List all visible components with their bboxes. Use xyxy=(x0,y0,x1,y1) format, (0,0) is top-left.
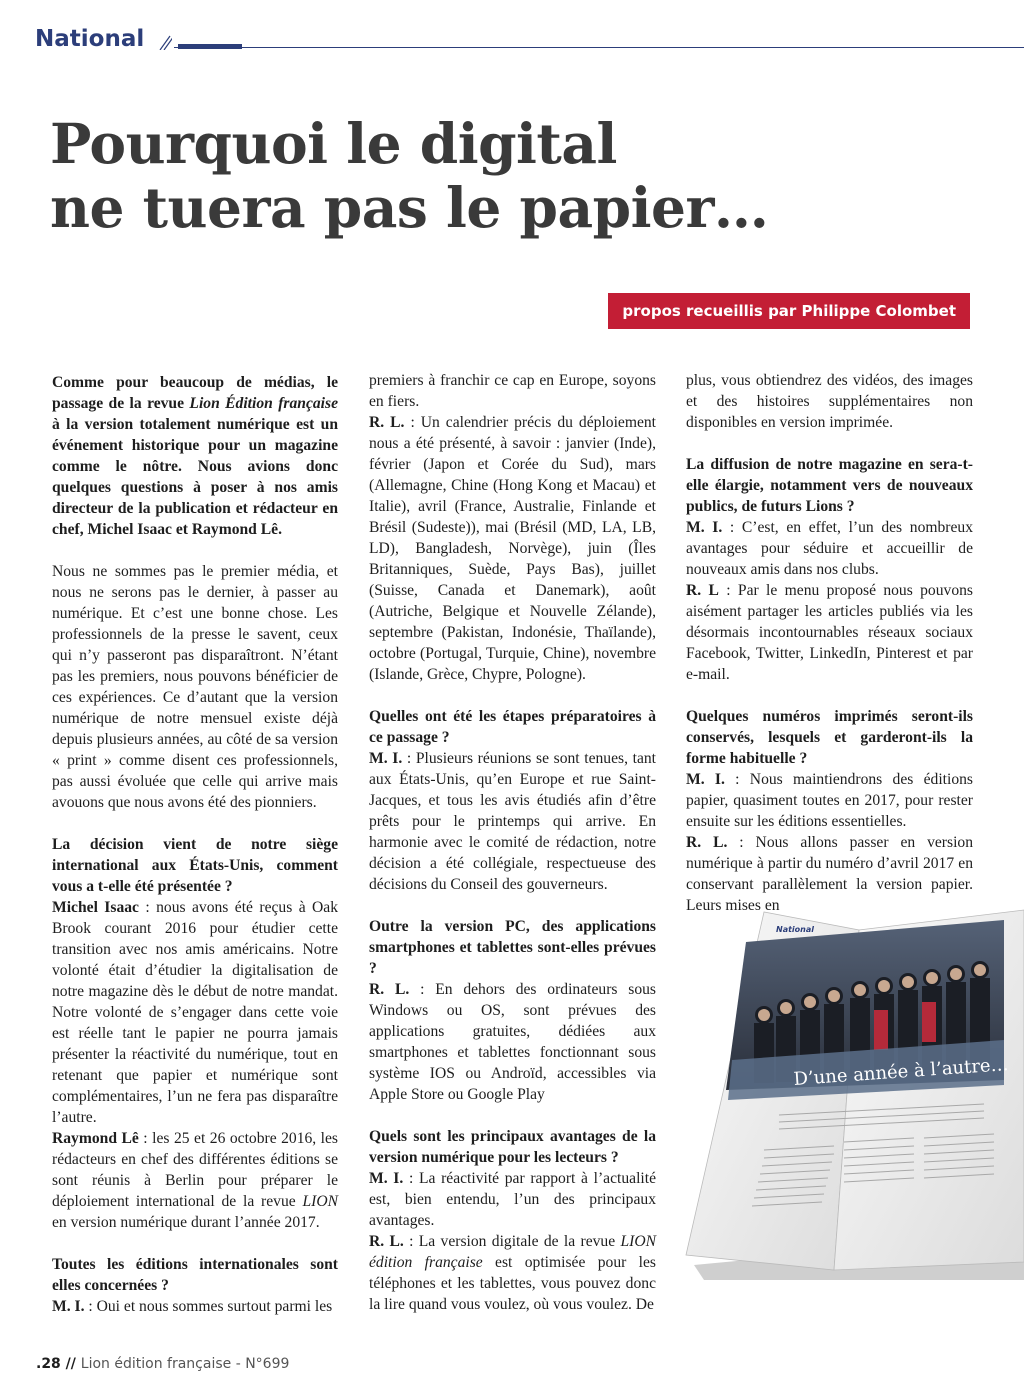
question: La décision vient de notre siège international aux États-Unis, comment vous a t-elle été présentée ? xyxy=(52,836,338,895)
header-rule xyxy=(174,47,1024,48)
magazine-section-label: National xyxy=(776,925,814,934)
article-title xyxy=(50,112,950,240)
answer: Raymond Lê : les 25 et 26 octobre 2016, les rédacteurs en chef des différentes éditions se sont réunis à Berlin pour préparer le déploiement international de la revue LION en version numérique durant l’année 2017. xyxy=(52,1130,338,1231)
question: Outre la version PC, des applications smartphones et tablettes sont-elles prévues ? xyxy=(369,918,656,977)
section-label: National xyxy=(35,26,145,52)
magazine-headline: D’une année à l’autre… xyxy=(792,1054,1010,1090)
answer: R. L. : Nous allons passer en version numérique à partir du numéro d’avril 2017 en conservant parallèlement la version papier. Leurs mises en xyxy=(686,834,973,914)
page-number: .28 xyxy=(36,1356,61,1372)
intro-paragraph: Comme pour beaucoup de médias, le passage de la revue Lion Édition française à la version totalement numérique est un événement historique pour un magazine comme le nôtre. Nous avions donc quelques questions à poser à nos amis directeur de la publication et rédacteur en chef, Michel Isaac et Raymond Lê. xyxy=(52,374,338,538)
article-title-line-2: ne tuera pas le papier… xyxy=(50,175,769,240)
question: Quels sont les principaux avantages de la version numérique pour les lecteurs ? xyxy=(369,1128,656,1166)
magazine-photo xyxy=(684,890,1024,1280)
article-column-1 xyxy=(52,372,338,1317)
publication-name: Lion édition française - N°699 xyxy=(80,1356,290,1372)
question: Quelques numéros imprimés seront-ils conservés, lesquels et garderont-ils la forme habituelle ? xyxy=(686,708,973,767)
answer: R. L : Par le menu proposé nous pouvons aisément partager les articles publiés via les désormais incontournables réseaux sociaux Facebook, Twitter, LinkedIn, Pinterest et par e-mail. xyxy=(686,582,973,683)
answer: M. I. : Plusieurs réunions se sont tenues, tant aux États-Unis, qu’en Europe et rue Saint-Jacques, et tous les avis étudiés afin d’être prêts pour le printemps qui arrive. En harmonie avec le comité de rédaction, notre décision a été collégiale, respectueuse des décisions du Conseil des gouverneurs. xyxy=(369,750,657,893)
question: Quelles ont été les étapes préparatoires à ce passage ? xyxy=(369,708,656,746)
body-paragraph: plus, vous obtiendrez des vidéos, des images et des histoires supplémentaires non disponibles en version imprimée. xyxy=(686,372,973,431)
answer: M. I. : Oui et nous sommes surtout parmi les xyxy=(52,1298,333,1315)
answer: R. L. : Un calendrier précis du déploiement nous a été présenté, à savoir : janvier (Inde), février (Japon et Corée du Sud), mars (Allemagne, Chine (Hong Kong et Macau) et Italie), avril (France, Australie, Finlande et Brésil (Sudeste)), mai (Brésil (MD, LA, LB, LD), Bangladesh, Norvège), juin (Îles Britanniques, Suède, Pays Bas), juillet (Suisse, Canada et Danemark), août (Autriche, Belgique et Nouvelle Zélande), septembre (Pakistan, Indonésie, Thaïlande), octobre (Portugal, Turquie, Chine), novembre (Islande, Grèce, Chypre, Pologne). xyxy=(369,414,657,683)
question: Toutes les éditions internationales sont elles concernées ? xyxy=(52,1256,338,1294)
answer: Michel Isaac : nous avons été reçus à Oak Brook courant 2016 pour étudier cette transition avec nos amis américains. Notre volonté était d’étudier la digitalisation de notre magazine dès le début de notre mandat. Notre volonté de s’engager dans cette voie est réelle tant le papier ne pourra jamais présenter la réactivité du numérique, tout en retenant que papier et numérique sont complémentaires, l’un ne fera pas disparaître l’autre. xyxy=(52,899,339,1126)
answer: R. L. : En dehors des ordinateurs sous Windows ou OS, sont prévues des applications gratuites, dédiées aux smartphones et tablettes fonctionnant sous système IOS ou Androïd, accessibles via Apple Store ou Google Play xyxy=(369,981,656,1103)
header-rule-accent xyxy=(178,44,242,49)
article-title-line-1: Pourquoi le digital xyxy=(50,111,617,176)
question: La diffusion de notre magazine en sera-t-elle élargie, notamment vers de nouveaux publics, de futurs Lions ? xyxy=(686,456,973,515)
header-slash-icon xyxy=(158,34,172,50)
article-column-3 xyxy=(686,370,973,916)
body-paragraph: Nous ne sommes pas le premier média, et nous ne serons pas le dernier, à passer au numérique. Et c’est une bonne chose. Les professionnels de la presse le savent, ceux qui n’y passeront pas disparaîtront. N’étant pas les premiers, nous pouvons bénéficier de ces expériences. Ce d’autant que la version numérique de notre mensuel existe déjà depuis plusieurs années, au côté de sa version « print » comme disent ces professionnels, pas aussi évoluée que celle qui arrive mais avouons que nous avons été des pionniers. xyxy=(52,563,338,811)
answer: M. I. : La réactivité par rapport à l’actualité est, bien entendu, l’un des principaux avantages. xyxy=(369,1170,656,1229)
body-paragraph: premiers à franchir ce cap en Europe, soyons en fiers. xyxy=(369,372,656,410)
answer: R. L. : La version digitale de la revue LION édition française est optimisée pour les téléphones et les tablettes, vous pouvez donc la lire quand vous voulez, où vous voulez. De xyxy=(369,1233,656,1313)
answer: M. I. : C’est, en effet, l’un des nombreux avantages pour séduire et accueillir de nouveaux amis dans nos clubs. xyxy=(686,519,974,578)
article-column-2 xyxy=(369,370,656,1315)
footer-separator: // xyxy=(60,1356,81,1372)
byline: propos recueillis par Philippe Colombet xyxy=(608,293,970,329)
page-footer xyxy=(36,1356,289,1372)
answer: M. I. : Nous maintiendrons des éditions papier, quasiment toutes en 2017, pour rester ensuite sur les éditions essentielles. xyxy=(686,771,973,830)
